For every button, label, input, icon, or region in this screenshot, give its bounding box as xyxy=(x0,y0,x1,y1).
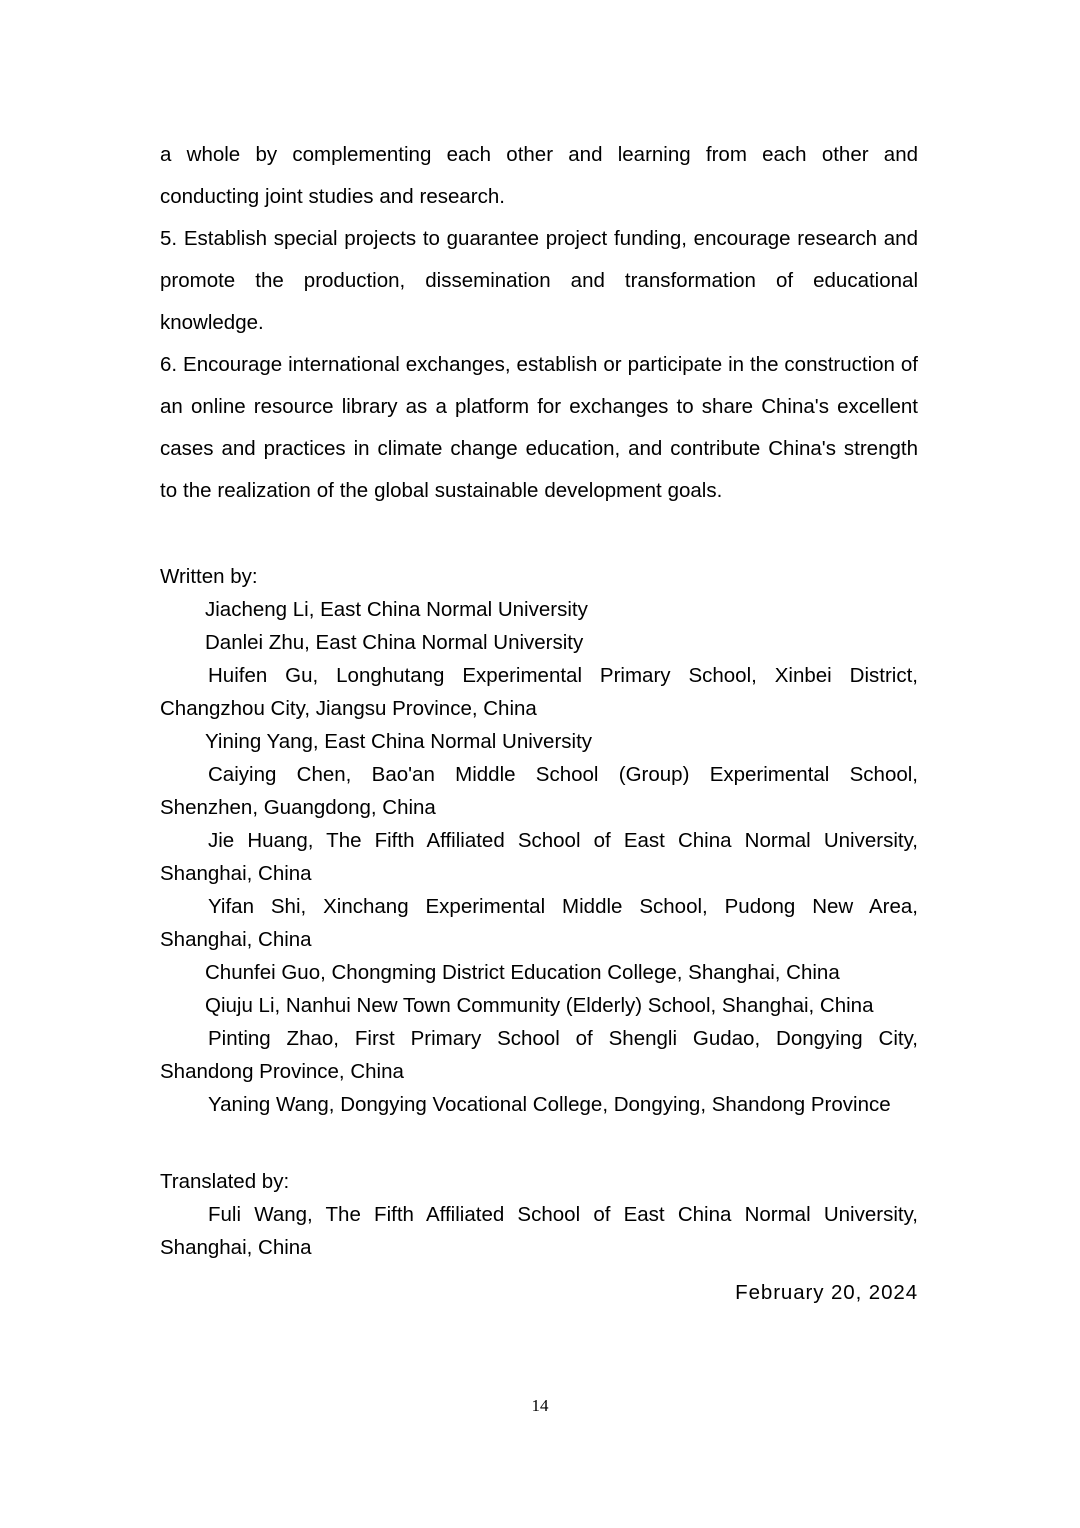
translated-by-heading: Translated by: xyxy=(160,1170,290,1193)
list-item: Huifen Gu, Longhutang Experimental Primary School, Xinbei District, Changzhou City, Jiangsu Province, China xyxy=(160,664,918,720)
body-paragraph-continuation: a whole by complementing each other and learning from each other and conducting joint studies and research. xyxy=(160,143,918,208)
list-item: Yaning Wang, Dongying Vocational College, Dongying, Shandong Province xyxy=(208,1093,891,1116)
page-number: 14 xyxy=(531,1396,549,1415)
list-item: Yifan Shi, Xinchang Experimental Middle School, Pudong New Area, Shanghai, China xyxy=(160,895,918,951)
written-by-list xyxy=(160,593,918,1121)
list-item: Jiacheng Li, East China Normal University xyxy=(205,598,588,621)
page-content xyxy=(160,134,918,1309)
list-item: Yining Yang, East China Normal University xyxy=(205,730,593,753)
list-item: Pinting Zhao, First Primary School of Shengli Gudao, Dongying City, Shandong Province, China xyxy=(160,1027,918,1083)
written-by-heading: Written by: xyxy=(160,565,258,588)
section-spacer xyxy=(160,1121,918,1165)
translated-by-list xyxy=(160,1198,918,1264)
list-item: Caiying Chen, Bao'an Middle School (Group) Experimental School, Shenzhen, Guangdong, China xyxy=(160,763,918,819)
body-paragraph-item-5: 5. Establish special projects to guarantee project funding, encourage research and promote the production, dissemination and transformation of educational knowledge. xyxy=(160,227,918,334)
list-item: Fuli Wang, The Fifth Affiliated School of East China Normal University, Shanghai, China xyxy=(160,1203,918,1259)
list-item: Qiuju Li, Nanhui New Town Community (Elderly) School, Shanghai, China xyxy=(205,994,874,1017)
section-spacer xyxy=(160,512,918,560)
list-item: Danlei Zhu, East China Normal University xyxy=(205,631,584,654)
list-item: Chunfei Guo, Chongming District Education College, Shanghai, China xyxy=(205,961,840,984)
list-item: Jie Huang, The Fifth Affiliated School of East China Normal University, Shanghai, China xyxy=(160,829,918,885)
document-date: February 20, 2024 xyxy=(735,1281,918,1304)
body-paragraph-item-6: 6. Encourage international exchanges, establish or participate in the construction of an online resource library as a platform for exchanges to share China's excellent cases and practices in climate change education, and contribute China's strength to the realization of the global sustainable development goals. xyxy=(160,353,918,502)
